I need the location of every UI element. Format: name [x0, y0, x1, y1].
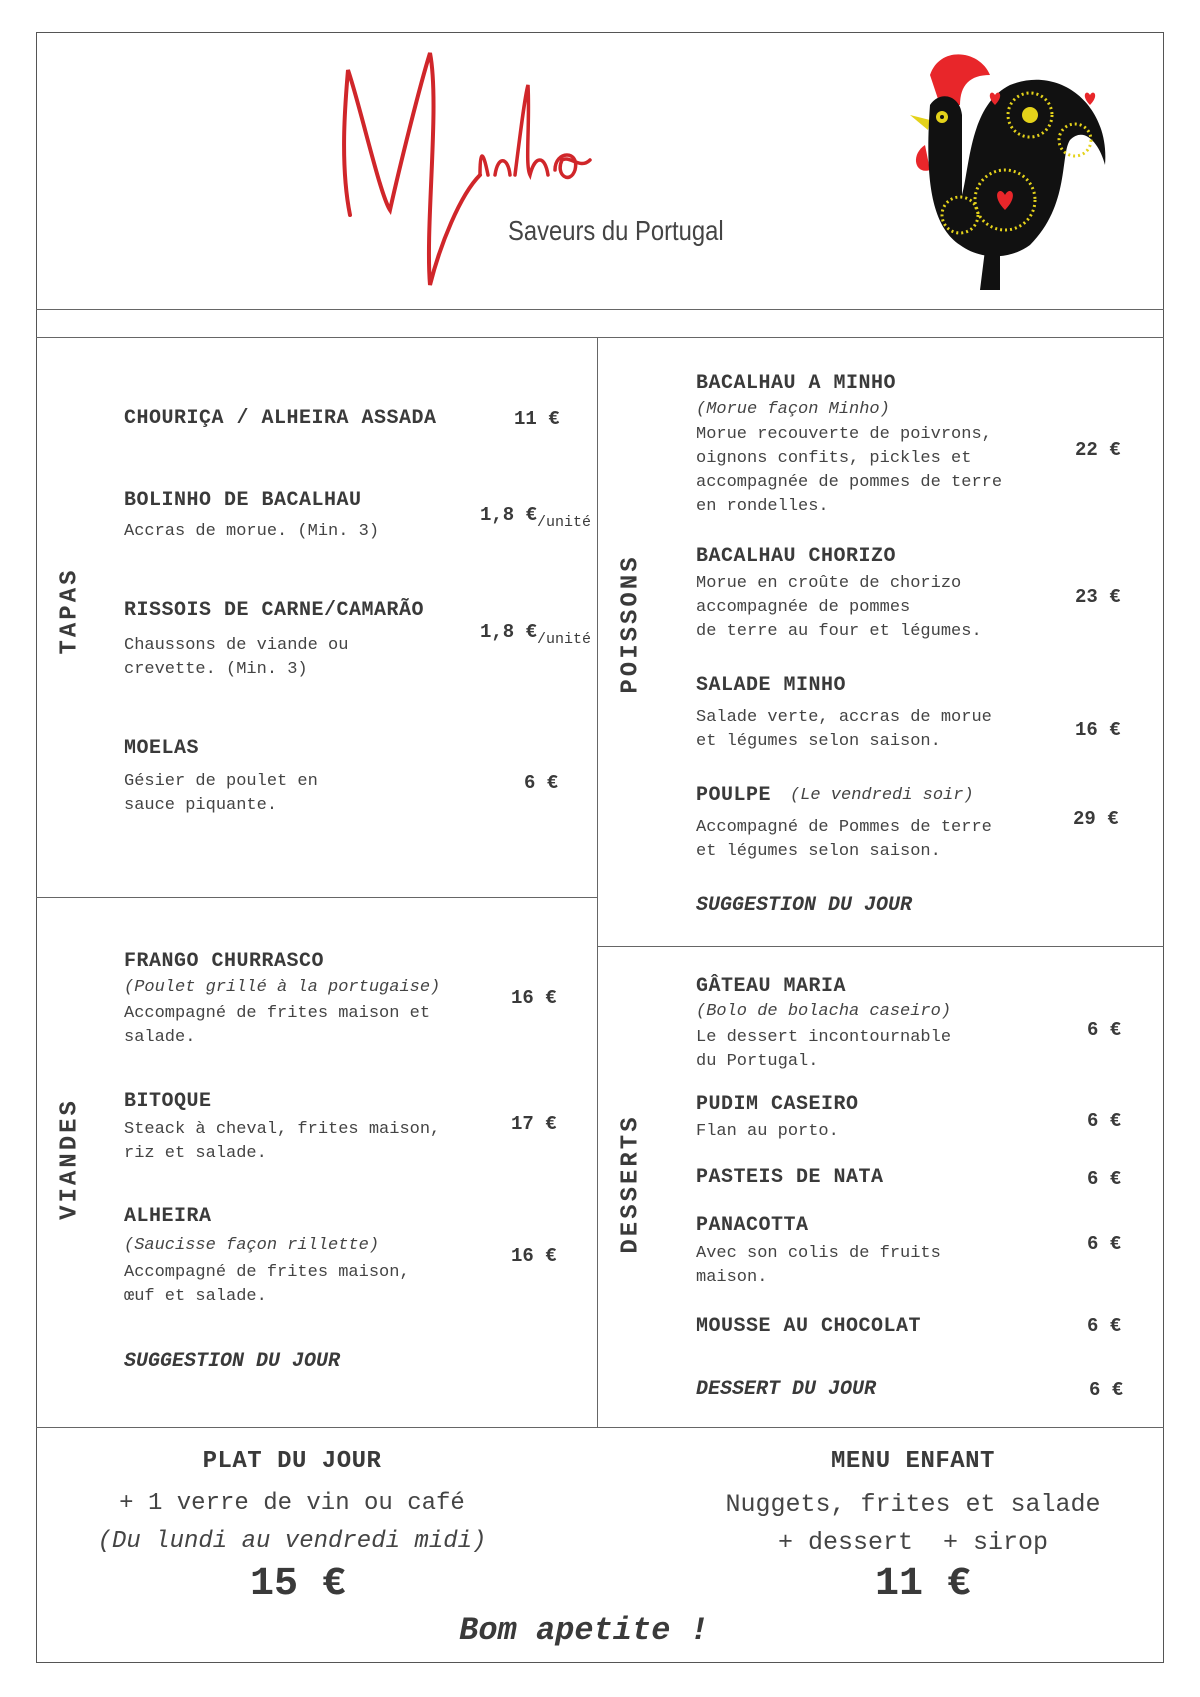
- item-desc: de terre au four et légumes.: [696, 622, 982, 641]
- plat-du-jour-line1: + 1 verre de vin ou café: [119, 1490, 465, 1517]
- item-price: [480, 621, 592, 648]
- item-name: RISSOIS DE CARNE/CAMARÃO: [124, 599, 425, 622]
- item-name: ALHEIRA: [124, 1205, 212, 1228]
- menu-enfant-price: 11 €: [874, 1562, 972, 1607]
- item-price: 16 €: [511, 987, 557, 1009]
- item-price: 16 €: [1075, 719, 1121, 741]
- item-price: 16 €: [511, 1245, 557, 1267]
- item-desc: Morue en croûte de chorizo: [696, 574, 962, 593]
- item-price: 6 €: [1087, 1019, 1122, 1041]
- item-name: PANACOTTA: [696, 1214, 809, 1237]
- menu-enfant-title: MENU ENFANT: [831, 1448, 995, 1475]
- section-label-viandes: VIANDES: [56, 1098, 84, 1220]
- item-price: 6 €: [1087, 1110, 1122, 1132]
- item-desc: Avec son colis de fruits: [696, 1244, 941, 1263]
- item-name: MOELAS: [124, 737, 200, 760]
- item-subtitle: (Bolo de bolacha caseiro): [696, 1002, 952, 1021]
- item-name: FRANGO CHURRASCO: [124, 950, 325, 973]
- section-label-tapas: TAPAS: [56, 567, 84, 655]
- item-desc: Salade verte, accras de morue: [696, 708, 992, 727]
- item-subtitle: (Le vendredi soir): [790, 786, 974, 805]
- item-name: BACALHAU CHORIZO: [696, 545, 897, 568]
- tagline: Saveurs du Portugal: [508, 215, 724, 246]
- dessert-du-jour: DESSERT DU JOUR: [696, 1378, 877, 1401]
- item-price: 6 €: [1089, 1379, 1124, 1401]
- section-label-poissons: POISSONS: [617, 554, 645, 694]
- divider: [36, 1427, 1164, 1428]
- item-name: BOLINHO DE BACALHAU: [124, 489, 362, 512]
- item-desc: Accompagné de frites maison,: [124, 1263, 410, 1282]
- item-name: MOUSSE AU CHOCOLAT: [696, 1315, 922, 1338]
- price-unit: /unité: [537, 631, 592, 648]
- item-subtitle: (Morue façon Minho): [696, 400, 890, 419]
- item-price: 6 €: [1087, 1315, 1122, 1337]
- rooster-logo: [900, 45, 1120, 305]
- item-price: 17 €: [511, 1113, 557, 1135]
- item-desc: Steack à cheval, frites maison,: [124, 1120, 441, 1139]
- price-value: 1,8 €: [480, 504, 538, 526]
- item-desc: œuf et salade.: [124, 1287, 267, 1306]
- price-unit: /unité: [537, 514, 592, 531]
- item-subtitle: (Saucisse façon rillette): [124, 1236, 380, 1255]
- item-desc: Le dessert incontournable: [696, 1028, 952, 1047]
- divider: [36, 897, 597, 898]
- suggestion-du-jour: SUGGESTION DU JOUR: [124, 1350, 341, 1373]
- item-price: 6 €: [524, 772, 559, 794]
- item-name: PASTEIS DE NATA: [696, 1166, 884, 1189]
- divider: [597, 337, 598, 1427]
- item-desc: Accras de morue. (Min. 3): [124, 522, 380, 541]
- item-desc: en rondelles.: [696, 497, 829, 516]
- item-desc: Accompagné de Pommes de terre: [696, 818, 992, 837]
- item-desc: crevette. (Min. 3): [124, 660, 308, 679]
- divider: [597, 946, 1164, 947]
- item-desc: Gésier de poulet en: [124, 772, 318, 791]
- item-price: 6 €: [1087, 1168, 1122, 1190]
- item-name: SALADE MINHO: [696, 674, 847, 697]
- minho-script-logo: [330, 45, 630, 295]
- item-desc: et légumes selon saison.: [696, 842, 941, 861]
- item-desc: sauce piquante.: [124, 796, 278, 815]
- item-name: BITOQUE: [124, 1090, 212, 1113]
- suggestion-du-jour: SUGGESTION DU JOUR: [696, 894, 913, 917]
- item-desc: Morue recouverte de poivrons,: [696, 425, 992, 444]
- item-price: 6 €: [1087, 1233, 1122, 1255]
- menu-enfant-line1: Nuggets, frites et salade: [725, 1490, 1101, 1519]
- item-price: 22 €: [1075, 439, 1121, 461]
- item-desc: oignons confits, pickles et: [696, 449, 972, 468]
- item-desc: accompagnée de pommes: [696, 598, 911, 617]
- item-desc: maison.: [696, 1268, 768, 1287]
- divider: [36, 337, 1164, 338]
- logo: [330, 45, 790, 295]
- plat-du-jour-line2: (Du lundi au vendredi midi): [97, 1528, 487, 1555]
- price-value: 1,8 €: [480, 621, 538, 643]
- plat-du-jour-title: PLAT DU JOUR: [202, 1448, 382, 1475]
- divider: [36, 309, 1164, 310]
- item-subtitle: (Poulet grillé à la portugaise): [124, 978, 441, 997]
- item-name: POULPE: [696, 784, 772, 807]
- item-desc: du Portugal.: [696, 1052, 819, 1071]
- closing-message: Bom apetite !: [459, 1612, 709, 1649]
- item-desc: Flan au porto.: [696, 1122, 839, 1141]
- item-desc: accompagnée de pommes de terre: [696, 473, 1003, 492]
- menu-enfant-line2: + dessert + sirop: [777, 1528, 1049, 1557]
- item-price: [480, 504, 592, 531]
- item-price: 11 €: [514, 408, 560, 430]
- item-desc: Chaussons de viande ou: [124, 636, 349, 655]
- item-desc: riz et salade.: [124, 1144, 267, 1163]
- item-name: CHOURIÇA / ALHEIRA ASSADA: [124, 407, 437, 430]
- item-desc: salade.: [124, 1028, 196, 1047]
- item-price: 29 €: [1073, 808, 1119, 830]
- item-name: BACALHAU A MINHO: [696, 372, 897, 395]
- item-desc: Accompagné de frites maison et: [124, 1004, 431, 1023]
- item-desc: et légumes selon saison.: [696, 732, 941, 751]
- item-name: GÂTEAU MARIA: [696, 975, 847, 998]
- plat-du-jour-price: 15 €: [249, 1562, 347, 1607]
- item-price: 23 €: [1075, 586, 1121, 608]
- section-label-desserts: DESSERTS: [617, 1114, 645, 1254]
- item-name: PUDIM CASEIRO: [696, 1093, 859, 1116]
